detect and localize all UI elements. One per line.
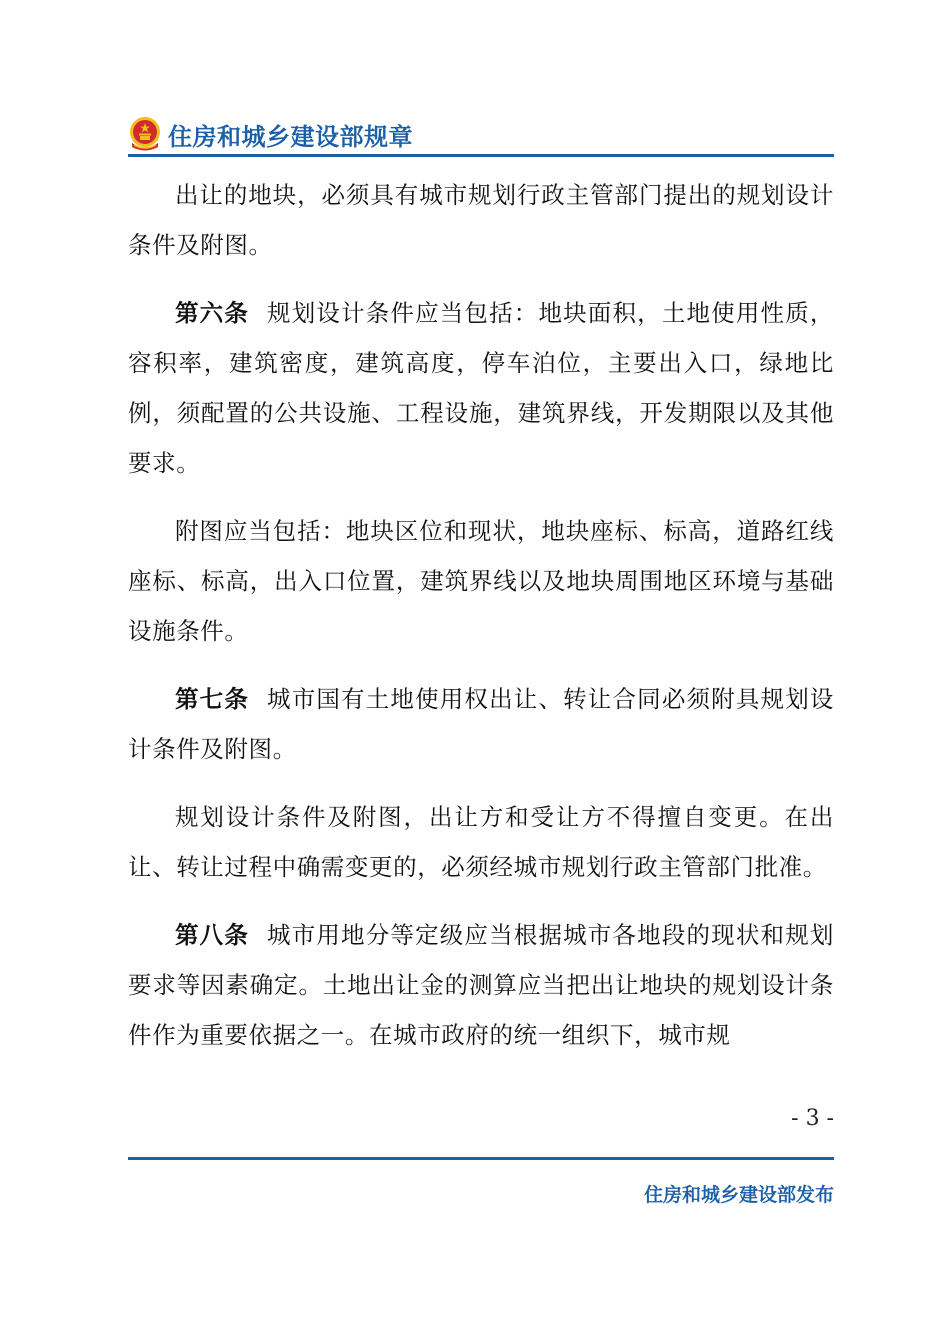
article-number: 第七条 <box>175 685 250 713</box>
footer-divider <box>128 1157 834 1160</box>
paragraph-text: 城市用地分等定级应当根据城市各地段的现状和规划要求等因素确定。土地出让金的测算应当把出让地块的规划设计条件作为重要依据之一。在城市政府的统一组织下，城市规 <box>128 921 834 1049</box>
paragraph-text: 出让的地块，必须具有城市规划行政主管部门提出的规划设计条件及附图。 <box>128 181 834 259</box>
article-7-change <box>128 792 834 892</box>
article-number: 第六条 <box>175 299 250 327</box>
header-divider <box>128 154 834 157</box>
article-8 <box>128 910 834 1060</box>
paragraph-continuation <box>128 170 834 270</box>
article-7 <box>128 674 834 774</box>
article-6 <box>128 288 834 488</box>
paragraph-text: 规划设计条件应当包括：地块面积，土地使用性质，容积率，建筑密度，建筑高度，停车泊位，主要出入口，绿地比例，须配置的公共设施、工程设施，建筑界线，开发期限以及其他要求。 <box>128 299 834 477</box>
paragraph-text: 规划设计条件及附图，出让方和受让方不得擅自变更。在出让、转让过程中确需变更的，必须经城市规划行政主管部门批准。 <box>128 803 834 881</box>
paragraph-text: 城市国有土地使用权出让、转让合同必须附具规划设计条件及附图。 <box>128 685 834 763</box>
national-emblem-icon <box>128 116 162 152</box>
page-number: - 3 - <box>791 1106 834 1131</box>
footer-publisher: 住房和城乡建设部发布 <box>643 1184 834 1206</box>
page-header <box>128 114 834 156</box>
paragraph-text: 附图应当包括：地块区位和现状，地块座标、标高，道路红线座标、标高，出入口位置，建筑界线以及地块周围地区环境与基础设施条件。 <box>128 517 834 645</box>
header-title: 住房和城乡建设部规章 <box>168 123 413 151</box>
article-6-attachment <box>128 506 834 656</box>
document-body <box>128 170 834 1078</box>
article-number: 第八条 <box>175 921 250 949</box>
